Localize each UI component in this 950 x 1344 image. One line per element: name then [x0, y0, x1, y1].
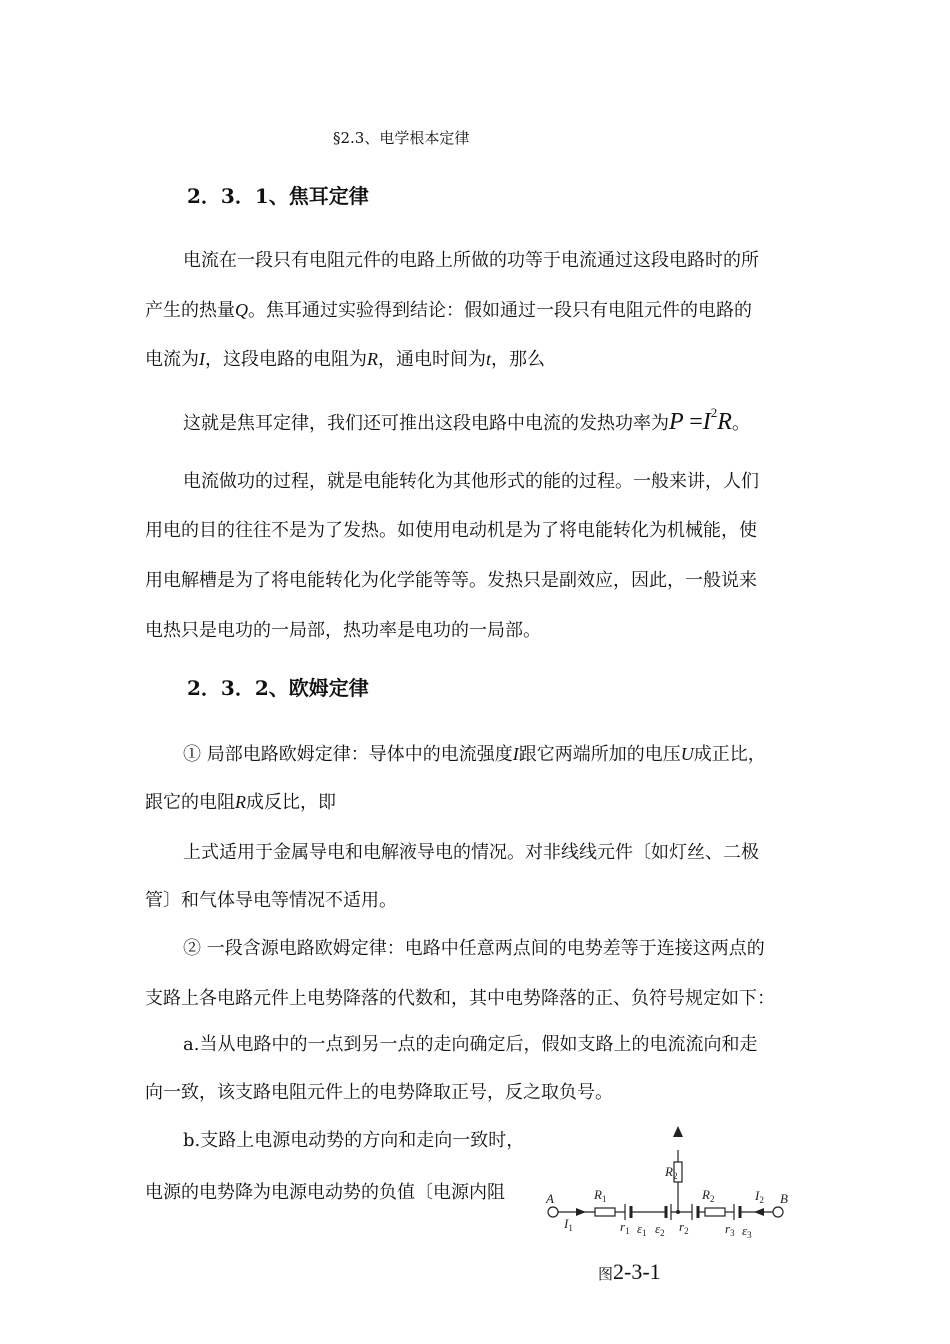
text-run: 成正比，: [693, 744, 766, 765]
label-subscript: 1: [568, 1223, 573, 1233]
section-title: §2.3、电学根本定律: [333, 129, 470, 147]
para1-line2: [145, 298, 752, 323]
junction-node-icon: [676, 1210, 680, 1214]
label-subscript: 2: [684, 1226, 689, 1236]
var-r: R: [235, 792, 246, 812]
label-e2: [655, 1221, 665, 1238]
resistor-r2-bottom-icon: [705, 1208, 725, 1216]
para5-line2: 管〕和气体导电等情况不适用。: [145, 890, 397, 911]
para4-line1: [183, 742, 766, 767]
para3-line3: 用电解槽是为了将电能转化为化学能等等。发热只是副效应，因此，一般说来: [145, 570, 757, 591]
text-run: 跟它两端所加的电压: [518, 744, 681, 765]
para8-line2: 电源的电势降为电源电动势的负值〔电源内阻: [145, 1182, 505, 1203]
circuit-diagram: [540, 1120, 800, 1250]
para1-line3: [145, 347, 545, 372]
text-run: ，通电时间为: [378, 349, 486, 370]
label-r2-bottom: [701, 1187, 714, 1204]
heading-ohm-law: 2．3．2、欧姆定律: [187, 676, 369, 700]
label-letter: R: [702, 1187, 710, 1202]
current-arrow-i1-icon: [576, 1208, 586, 1216]
label-letter: r: [679, 1219, 685, 1234]
label-letter: I: [564, 1216, 569, 1231]
heading-joule-law: 2．3．1、焦耳定律: [187, 184, 369, 208]
para5-line1: 上式适用于金属导电和电解液导电的情况。对非线线元件〔如灯丝、二极: [183, 842, 759, 863]
figure-caption: [598, 1258, 661, 1288]
para3-line1: 电流做功的过程，就是电能转化为其他形式的能的过程。一般来讲，人们: [183, 471, 759, 492]
label-subscript: 2: [709, 1194, 715, 1204]
current-arrow-i2-icon: [754, 1208, 764, 1216]
text-run: 跟它的电阻: [145, 792, 235, 813]
label-r-small-1: [620, 1219, 630, 1236]
label-r-small-3: [725, 1221, 735, 1238]
label-subscript: 1: [625, 1226, 630, 1236]
text-run: 这就是焦耳定律，我们还可推出这段电路中电流的发热功率为: [183, 413, 669, 434]
para3-line2: 用电的目的往往不是为了发热。如使用电动机是为了将电能转化为机械能，使: [145, 520, 757, 541]
text-run: ① 局部电路欧姆定律：导体中的电流强度: [183, 744, 513, 765]
label-letter: ε: [637, 1221, 643, 1236]
para8-line1: b.支路上电源电动势的方向和走向一致时，: [183, 1130, 525, 1151]
arrow-up-icon: [673, 1126, 683, 1137]
para1-line1: 电流在一段只有电阻元件的电路上所做的功等于电流通过这段电路时的所: [183, 250, 759, 271]
text-run: 成反比，即: [246, 792, 336, 813]
text-run: ，那么: [491, 349, 546, 370]
label-subscript: 1: [601, 1194, 607, 1204]
text-run: 产生的热量: [145, 300, 235, 321]
formula-i: I: [702, 409, 711, 435]
label-subscript: 1: [642, 1228, 647, 1238]
label-letter: r: [620, 1219, 626, 1234]
label-e1: [637, 1221, 647, 1238]
para4-line2: [145, 790, 336, 815]
label-letter: ε: [742, 1223, 748, 1238]
var-i: I: [199, 349, 205, 369]
label-a: A: [546, 1191, 554, 1206]
para6-line2: 支路上各电路元件上电势降落的代数和，其中电势降落的正、负符号规定如下：: [145, 988, 775, 1009]
var-i: I: [512, 744, 519, 764]
formula-exponent: 2: [710, 405, 718, 420]
para7-line1: a.当从电路中的一点到另一点的走向确定后，假如支路上的电流流向和走: [183, 1034, 758, 1055]
para3-line4: 电热只是电功的一局部，热功率是电功的一局部。: [145, 620, 541, 641]
para2-line1: [183, 401, 750, 436]
label-subscript: 2: [660, 1228, 665, 1238]
label-letter: R: [594, 1187, 602, 1202]
label-subscript: 2: [672, 1171, 678, 1181]
text-run: ，这段电路的电阻为: [205, 349, 367, 370]
label-i1: [563, 1216, 573, 1233]
para6-line1: ② 一段含源电路欧姆定律：电路中任意两点间的电势差等于连接这两点的: [183, 938, 765, 959]
var-q: Q: [235, 300, 248, 320]
figure-number: 2-3-1: [613, 1259, 661, 1284]
para7-line2: 向一致，该支路电阻元件上的电势降取正号，反之取负号。: [145, 1082, 613, 1103]
formula-r: R: [717, 409, 732, 435]
terminal-b-icon: [773, 1207, 783, 1217]
var-t: t: [486, 349, 492, 369]
label-letter: r: [725, 1221, 731, 1236]
label-e3: [742, 1223, 752, 1240]
heat-power-formula: [669, 405, 732, 435]
resistor-r1-icon: [595, 1208, 615, 1216]
label-i2: [754, 1188, 764, 1205]
label-letter: ε: [655, 1221, 661, 1236]
label-subscript: 2: [759, 1195, 764, 1205]
label-b: B: [780, 1191, 788, 1206]
formula-eq: =: [689, 409, 703, 435]
formula-p: P: [669, 409, 684, 435]
label-r1: [593, 1187, 606, 1204]
label-letter: I: [755, 1188, 760, 1203]
var-r: R: [367, 349, 378, 369]
text-run: 。: [731, 413, 750, 434]
label-r-small-2: [679, 1219, 689, 1236]
terminal-a-icon: [548, 1207, 558, 1217]
text-run: 电流为: [145, 349, 199, 370]
label-subscript: 3: [747, 1230, 752, 1240]
label-letter: R: [665, 1164, 673, 1179]
var-u: U: [680, 744, 694, 764]
label-subscript: 3: [730, 1228, 735, 1238]
text-run: 。焦耳通过实验得到结论：假如通过一段只有电阻元件的电路的: [248, 300, 752, 321]
figure-prefix: 图: [598, 1265, 614, 1283]
